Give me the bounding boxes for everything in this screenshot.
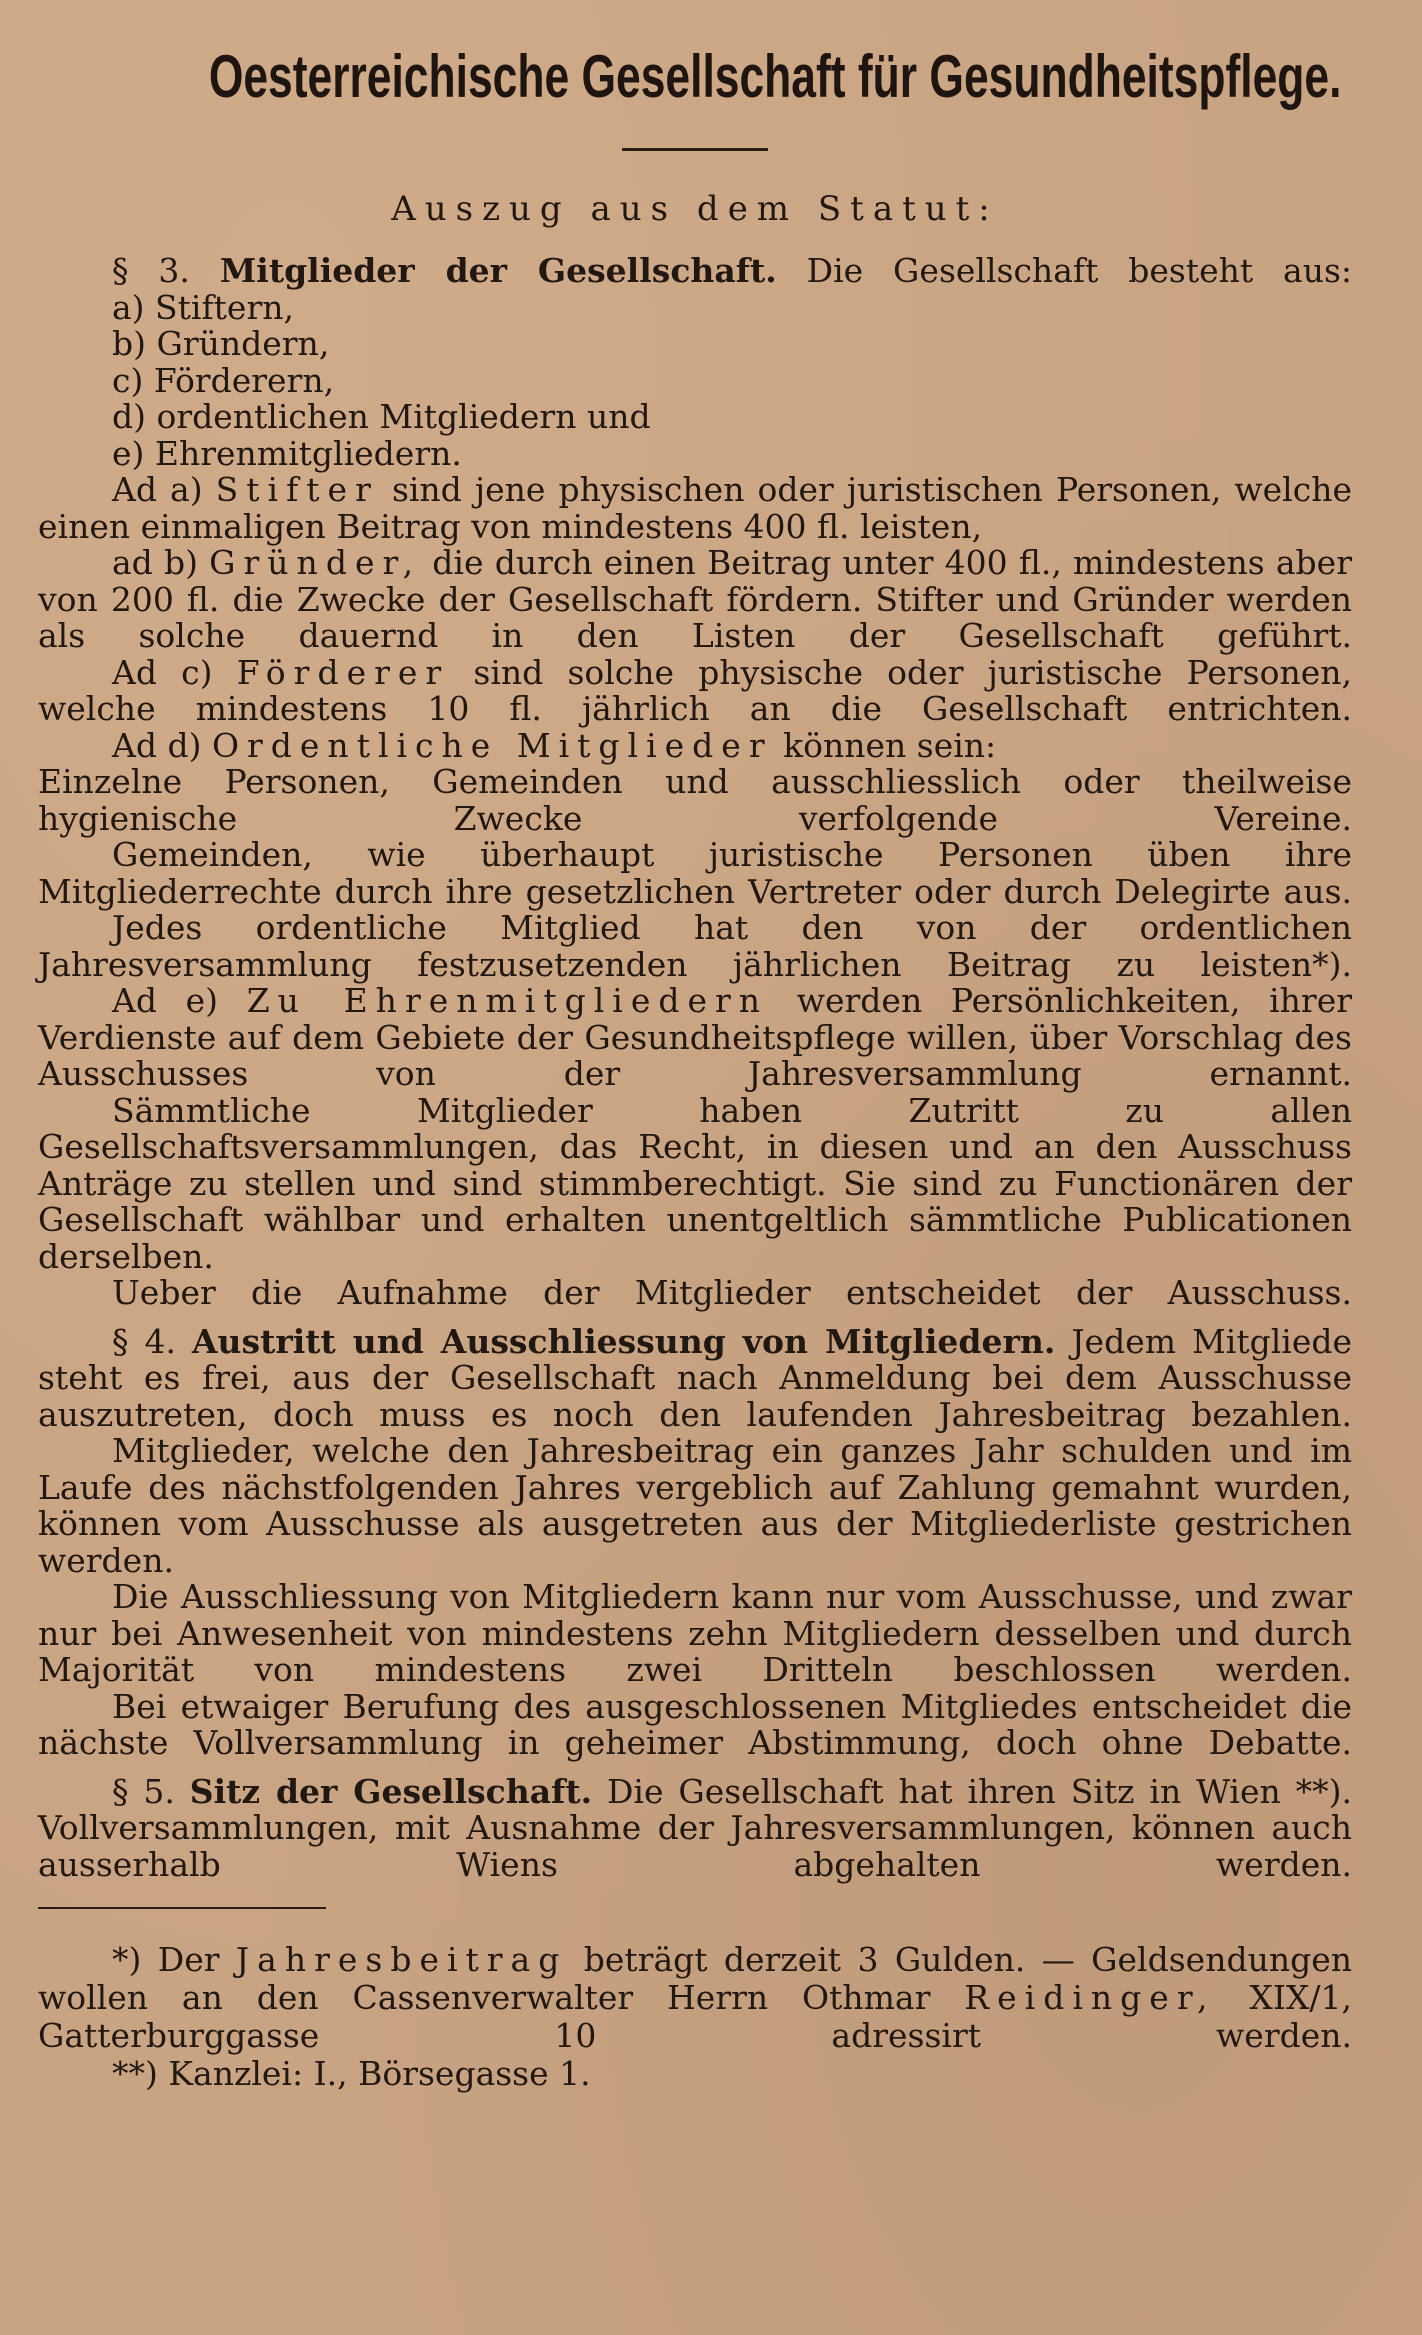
ad-d-term: Ordentliche Mitglieder: [211, 725, 773, 765]
paragraph-ad-d-2: Einzelne Personen, Gemeinden und ausschliesslich oder theilweise hygienische Zwecke verfolgende Vereine.: [38, 762, 1352, 838]
section-4-text: Jedem Mitgliede steht es frei, aus der Gesellschaft nach Anmeldung bei dem Ausschusse auszutreten, doch muss es noch den laufenden Jahresbeitrag bezahlen.: [38, 1321, 1352, 1434]
ad-b-term: Gründer,: [209, 543, 422, 582]
ad-a-prefix: Ad a): [112, 470, 203, 509]
ad-d-text: können sein:: [783, 725, 997, 765]
section-3-title: Mitglieder der Gesellschaft.: [219, 251, 777, 290]
section-3-heading: [38, 253, 1352, 290]
paragraph-ad-b: [38, 545, 1352, 655]
paragraph-ad-c: [38, 652, 1352, 728]
footnote-1-term: Jahresbeitrag: [235, 1940, 568, 1979]
paragraph-admission: Ueber die Aufnahme der Mitglieder entscheidet der Ausschuss.: [112, 1273, 1352, 1312]
section-4-paragraph-4: Bei etwaiger Berufung des ausgeschlossenen Mitgliedes entscheidet die nächste Vollversammlung in geheimer Abstimmung, doch ohne Debatte.: [38, 1686, 1352, 1762]
footnote-1-name: Reidinger,: [964, 1978, 1216, 2017]
section-4-paragraph-3: Die Ausschliessung von Mitgliedern kann nur vom Ausschusse, und zwar nur bei Anwesenheit von mindestens zehn Mitgliedern desselben und durch Majorität von mindestens zwei Dritteln beschlossen werden.: [38, 1577, 1352, 1689]
footnote-1-text: beträgt derzeit 3 Gulden. — Geldsendungen wollen an den Cassenverwalter Herrn Othmar: [38, 1940, 1352, 2017]
ad-a-text: sind jene physischen oder juristischen Personen, welche einen einmaligen Beitrag von mindestens 400 fl. leisten,: [38, 470, 1352, 546]
paragraph-ad-d: [38, 725, 1352, 765]
footnote-1: [38, 1941, 1352, 2055]
page-title: Oesterreichische Gesellschaft für Gesundheitspflege.: [208, 43, 1342, 110]
member-type-item: b) Gründern,: [112, 324, 330, 363]
section-4-paragraph: [38, 1321, 1352, 1434]
ad-c-text: sind solche physische oder juristische Personen, welche mindestens 10 fl. jährlich an die Gesellschaft entrichten.: [38, 652, 1352, 728]
member-type-item: d) ordentlichen Mitgliedern und: [112, 397, 651, 436]
ad-c-prefix: Ad c): [112, 652, 213, 692]
paragraph-all-members: Sämmtliche Mitglieder haben Zutritt zu allen Gesellschaftsversammlungen, das Recht, in diesen und an den Ausschuss Anträge zu stellen und sind stimmberechtigt. Sie sind zu Functionären der Gesellschaft wählbar und erhalten unentgeltlich sämmtliche Publicationen derselben.: [38, 1090, 1352, 1276]
paragraph-ad-d-4: Jedes ordentliche Mitglied hat den von der ordentlichen Jahresversammlung festzusetzenden jährlichen Beitrag zu leisten*).: [38, 908, 1352, 984]
footnote-2: **) Kanzlei: I., Börsegasse 1.: [112, 2054, 591, 2093]
ad-e-text: werden Persönlichkeiten, ihrer Verdienste auf dem Gebiete der Gesundheitspflege willen, über Vorschlag des Ausschusses von der Jahresversammlung ernannt.: [38, 981, 1352, 1093]
paragraph-ad-a: [38, 472, 1352, 545]
section-4-number: § 4.: [112, 1321, 176, 1361]
section-4-paragraph-2: Mitglieder, welche den Jahresbeitrag ein ganzes Jahr schulden und im Laufe des nächstfolgenden Jahres vergeblich auf Zahlung gemahnt wurden, können vom Ausschusse als ausgetreten aus der Mitgliederliste gestrichen werden.: [38, 1431, 1352, 1580]
section-4-title: Austritt und Ausschliessung von Mitgliedern.: [191, 1321, 1056, 1361]
footnote-divider: [38, 1907, 326, 1909]
paragraph-ad-e: [38, 983, 1352, 1093]
footnotes: [38, 1941, 1352, 2093]
ad-e-term: Zu Ehrenmitgliedern: [246, 981, 769, 1020]
section-3-intro: Die Gesellschaft besteht aus:: [806, 251, 1352, 290]
ad-b-prefix: ad b): [112, 543, 198, 582]
footnote-1-text-2: XIX/1, Gatterburggasse 10 adressirt werden.: [38, 1978, 1353, 2055]
statute-body: [38, 253, 1352, 1883]
section-5-paragraph: [38, 1771, 1352, 1884]
member-type-item: a) Stiftern,: [112, 287, 294, 327]
page-subtitle: Auszug aus dem Statut:: [391, 189, 999, 229]
ad-b-text: die durch einen Beitrag unter 400 fl., mindestens aber von 200 fl. die Zwecke der Gesellschaft fördern. Stifter und Gründer werden als solche dauernd in den Listen der Gesellschaft geführt.: [38, 543, 1352, 655]
member-type-item: c) Förderern,: [112, 360, 335, 400]
ad-d-prefix: Ad d): [112, 725, 202, 765]
ad-e-prefix: Ad e): [112, 981, 219, 1020]
ad-a-term: Stifter: [215, 470, 379, 509]
member-type-item: e) Ehrenmitgliedern.: [112, 433, 462, 473]
footnote-1-mark: *) Der: [112, 1940, 220, 1979]
paragraph-ad-d-3: Gemeinden, wie überhaupt juristische Personen üben ihre Mitgliederrechte durch ihre gesetzlichen Vertreter oder durch Delegirte aus.: [38, 835, 1352, 911]
section-5-text: Die Gesellschaft hat ihren Sitz in Wien **). Vollversammlungen, mit Ausnahme der Jahresversammlungen, können auch ausserhalb Wiens abgehalten werden.: [38, 1771, 1352, 1884]
section-5-title: Sitz der Gesellschaft.: [189, 1771, 593, 1811]
ad-c-term: Förderer: [236, 652, 450, 692]
section-3-number: § 3.: [112, 251, 190, 290]
title-divider: [622, 148, 768, 151]
section-5-number: § 5.: [112, 1771, 175, 1811]
